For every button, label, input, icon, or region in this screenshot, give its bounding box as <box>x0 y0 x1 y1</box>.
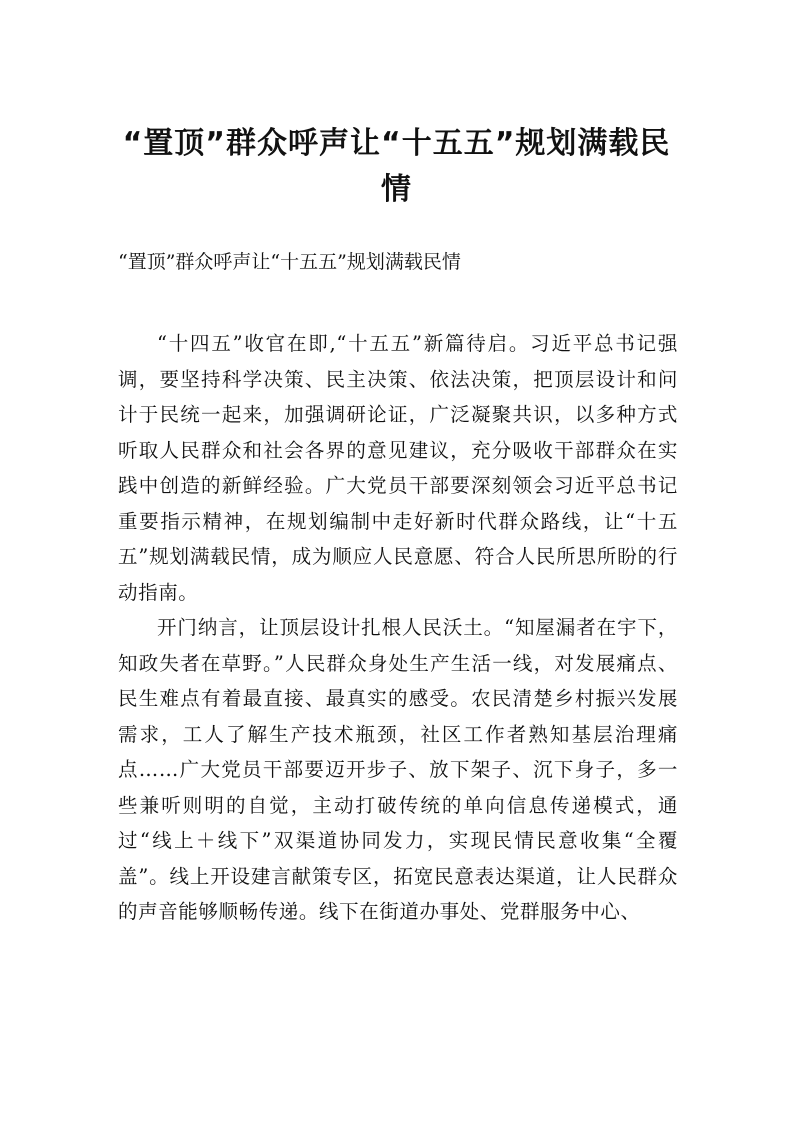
body-paragraph-2: 开门纳言，让顶层设计扎根人民沃土。“知屋漏者在宇下，知政失者在草野。”人民群众身处生产生活一线，对发展痛点、民生难点有着最直接、最真实的感受。农民清楚乡村振兴发展需求，工人了解生产技术瓶颈，社区工作者熟知基层治理痛点……广大党员干部要迈开步子、放下架子、沉下身子，多一些兼听则明的自觉，主动打破传统的单向信息传递模式，通过“线上＋线下”双渠道协同发力，实现民情民意收集“全覆盖”。线上开设建言献策专区，拓宽民意表达渠道，让人民群众的声音能够顺畅传递。线下在街道办事处、党群服务中心、 <box>118 616 678 923</box>
document-subtitle: “置顶”群众呼声让“十五五”规划满载民情 <box>118 251 461 273</box>
document-title: “置顶”群众呼声让“十五五”规划满载民情 <box>122 126 671 207</box>
body-paragraph-1: “十四五”收官在即,“十五五”新篇待启。习近平总书记强调，要坚持科学决策、民主决策、依法决策，把顶层设计和问计于民统一起来，加强调研论证，广泛凝聚共识，以多种方式听取人民群众和社会各界的意见建议，充分吸收干部群众在实践中创造的新鲜经验。广大党员干部要深刻领会习近平总书记重要指示精神，在规划编制中走好新时代群众路线，让“十五五”规划满载民情，成为顺应人民意愿、符合人民所思所盼的行动指南。 <box>118 332 678 604</box>
document-body <box>118 326 678 930</box>
